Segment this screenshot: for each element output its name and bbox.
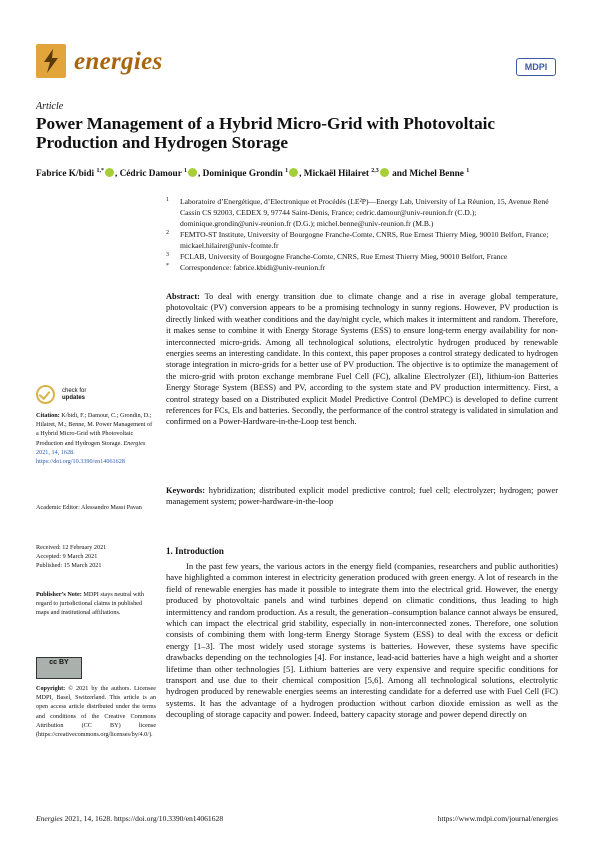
- affiliation-text: FCLAB, University of Bourgogne Franche-Comte, CNRS, Rue Ernest Thierry Mieg, 90010 Belfort, France: [180, 252, 508, 261]
- publisher-note: [36, 590, 156, 618]
- author-sup: 2,3: [371, 168, 379, 174]
- section-heading: 1. Introduction: [166, 546, 224, 556]
- affiliation-number: *: [166, 263, 169, 269]
- citation-journal: Energies: [123, 439, 146, 447]
- author-sup: 1: [183, 168, 187, 174]
- cc-by-license-badge[interactable]: cc BY: [36, 657, 82, 679]
- author-sup: 1,*: [96, 168, 104, 174]
- author-name: Mickaël Hilairet: [303, 169, 369, 180]
- check-updates-line1: check for: [62, 387, 87, 394]
- footer-journal: Energies: [36, 814, 63, 823]
- check-updates-line2: updates: [62, 394, 86, 401]
- author-name: Dominique Grondin: [202, 169, 283, 180]
- affiliation-number: 1: [166, 197, 169, 203]
- publisher-note-text: MDPI stays neutral with regard to jurisdictional claims in published maps and institutional affiliations.: [36, 591, 144, 617]
- check-for-updates-badge[interactable]: [36, 385, 86, 404]
- affiliations: [166, 196, 558, 273]
- affiliation-text: Correspondence: fabrice.kbidi@univ-reunion.fr: [180, 263, 326, 272]
- affiliation-number: 2: [166, 230, 169, 236]
- check-icon: [36, 385, 55, 404]
- page-footer: [36, 814, 558, 823]
- citation-block: [36, 411, 156, 466]
- paragraph: In the past few years, the various actors in the energy field (companies, researchers and public authorities) have highlighted a common interest in electricity generation produced with green energy. A lot of research in the field of renewable energies has made it possible to integrate them into the electrical grid. However, the energy produced by photovoltaic panels and wind turbines depend on climatic conditions, thus leading to high intermittency and random production. As a result, the generation–consumption balance cannot always be ensured, which can impact the electrical grid stability, especially in non-interconnected zones. Therefore, one solution consists of combining them with long-term Energy Storage System (ESS) to deal with the excess or deficit energy [1–3]. The most widely used storage systems is batteries. However, these systems have specific drawbacks depending on the technologies [4]. For instance, lead-acid batteries have a high weight and a shorter lifetime than other technologies [5]. Lithium batteries are very expensive and require specific conditions for transport and use due to their chemical composition [5,6]. Among all technological solutions, electrolytic hydrogen produced by renewable energies seems an interesting candidate for a deferred use with Fuel Cell (FC) systems. It has the advantage of a hydrogen production without carbon dioxide emission as well as the decoupling of storage capacity and power. Indeed, battery capacity storage and power depend directly on: [166, 561, 558, 720]
- journal-name[interactable]: energies: [74, 48, 163, 75]
- copyright-text: © 2021 by the authors. Licensee MDPI, Basel, Switzerland. This article is an open access article distributed under the terms and conditions of the Creative Commons Attribution (CC BY) license (https://creativecommons.org/licenses/by/4.0/).: [36, 685, 157, 739]
- introduction-body: [166, 561, 558, 721]
- affiliation-item: [166, 229, 558, 251]
- publisher-logo[interactable]: MDPI: [516, 58, 556, 76]
- author-list: Fabrice K/bidi $^{1,*}$ , Cédric Damour $^1$ , Dominique Grondin $^1$ , Mickaël Hilairet $^{2,3}$ and Michel Benne $^1$: [36, 168, 470, 180]
- citation-text: K/bidi, F.; Damour, C.; Grondin, D.; Hilairet, M.; Benne, M. Power Management of a Hybrid Micro-Grid with Photovoltaic Production and Hydrogen Storage.: [36, 412, 153, 447]
- affiliation-number: 3: [166, 252, 169, 258]
- citation-doi[interactable]: 2021, 14, 1628. https://doi.org/10.3390/en14061628: [36, 448, 125, 466]
- affiliation-item: [166, 262, 558, 273]
- academic-editor: Academic Editor: Alessandro Massi Pavan: [36, 504, 142, 511]
- orcid-icon[interactable]: [380, 168, 389, 177]
- abstract: [166, 291, 558, 428]
- orcid-icon[interactable]: [105, 168, 114, 177]
- citation-label: Citation:: [36, 412, 60, 419]
- orcid-icon[interactable]: [188, 168, 197, 177]
- abstract-text: To deal with energy transition due to climate change and a rise in average global temperature, photovoltaic (PV) conversion appears to be a promising technology in sunny regions. However, PV production is directly linked with weather conditions and the day/night cycle, which makes it intermittent and random. Therefore, it makes sense to combine it with Energy Storage Systems (ESS) to ensure long-term energy availability for non-interconnected micro-grids. Among all technological solutions, electrolytic hydrogen produced by renewable energies seems an interesting candidate. In this context, this paper proposes a control strategy dedicated to hydrogen storage integration in micro-grids for a better use of PV production. The objective is to optimize the management of the micro-grid with proton exchange membrane Fuel Cell (FC), alkaline Electrolyzer (El), lithium-ion Batteries Energy Storage System (BESS) and PV, according to the system state and PV production intermittency. First, a control strategy based on a Distributed explicit Model Predictive Control (DeMPC) is developed to define current references for FCs, Els and batteries. Secondly, the performance of the control strategy is validated in simulation and confirmed on a Power-Hardware-in-the-Loop test bench.: [166, 292, 558, 427]
- copyright-label: Copyright:: [36, 685, 66, 692]
- affiliation-text: Laboratoire d’Energétique, d’Electronique et Procédés (LE²P)—Energy Lab, University of La Réunion, 15, Avenue René Cassin CS 92003, CEDEX 9, 97744 Saint-Denis, France; cedric.damour@univ-reunion.fr (C.D.); dominique.grondin@univ-reunion.fr (D.G.); michel.benne@univ-reunion.fr (M.B.): [180, 197, 549, 228]
- orcid-icon[interactable]: [289, 168, 298, 177]
- keywords-text: hybridization; distributed explicit model predictive control; fuel cell; electrolyzer; hydrogen; power management system; power-hardware-in-the-loop: [166, 486, 558, 507]
- accepted-date: Accepted: 9 March 2021: [36, 553, 98, 561]
- dates-block: [36, 543, 156, 571]
- copyright-block: [36, 684, 156, 739]
- lightning-icon: [40, 48, 62, 74]
- affiliation-text: FEMTO-ST Institute, University of Bourgogne Franche-Comte, CNRS, Rue Ernest Thierry Mieg, 90010 Belfort, France; mickael.hilairet@univ-fcomte.fr: [180, 230, 549, 250]
- keywords-label: Keywords:: [166, 486, 206, 495]
- keywords: [166, 485, 558, 508]
- footer-citation: [36, 814, 223, 823]
- author-name: Cédric Damour: [119, 169, 182, 180]
- abstract-label: Abstract:: [166, 292, 200, 301]
- published-date: Published: 15 March 2021: [36, 562, 102, 570]
- journal-logo: [36, 44, 66, 78]
- footer-doi[interactable]: 2021, 14, 1628. https://doi.org/10.3390/en14061628: [64, 814, 224, 823]
- author-name: Michel Benne: [409, 169, 464, 180]
- footer-journal-url[interactable]: https://www.mdpi.com/journal/energies: [437, 814, 558, 823]
- affiliation-item: [166, 196, 558, 229]
- author-name: Fabrice K/bidi: [36, 169, 95, 180]
- author-sup: 1: [285, 168, 289, 174]
- affiliation-item: [166, 251, 558, 262]
- received-date: Received: 12 February 2021: [36, 544, 107, 551]
- publisher-note-label: Publisher’s Note:: [36, 591, 82, 598]
- article-type: Article: [36, 101, 64, 112]
- article-title: Power Management of a Hybrid Micro-Grid with Photovoltaic Production and Hydrogen Storage: [36, 114, 496, 152]
- author-sup: 1: [466, 168, 470, 174]
